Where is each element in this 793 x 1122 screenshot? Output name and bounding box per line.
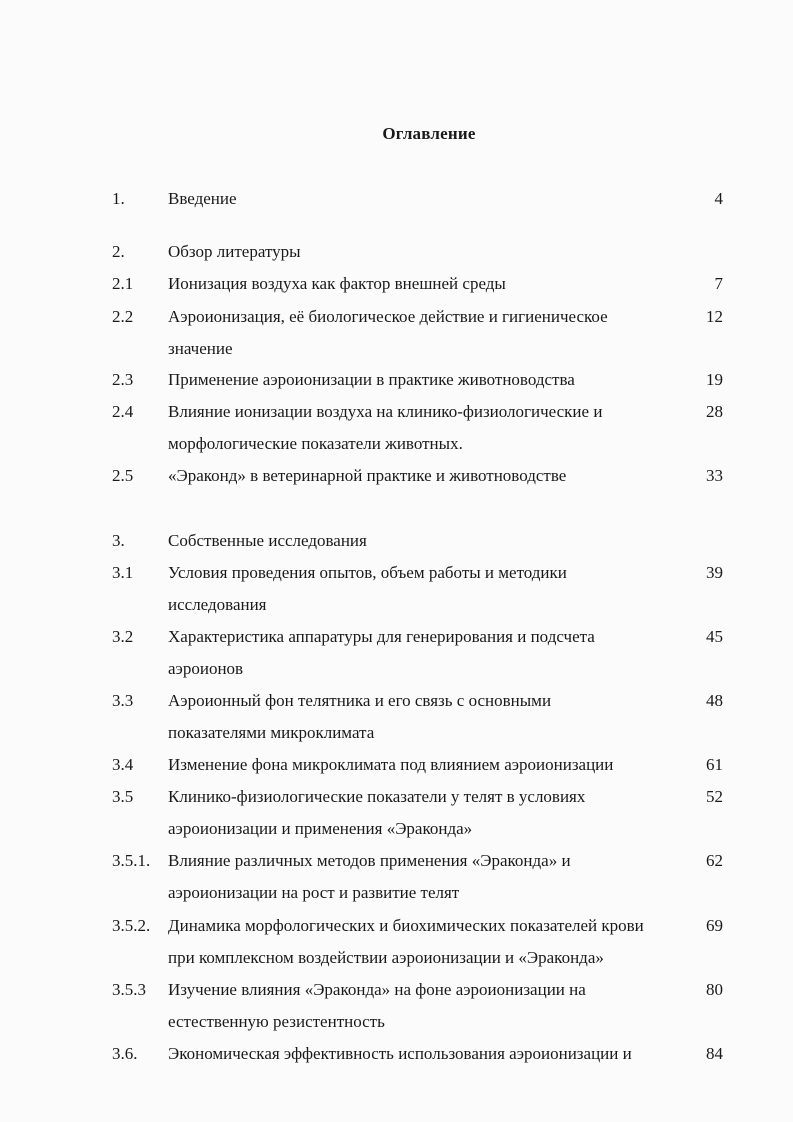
toc-entry-page-number: 7 — [714, 274, 723, 293]
toc-entry-title — [168, 685, 688, 749]
toc-entry-title — [168, 781, 688, 845]
toc-entry-page-number: 39 — [706, 563, 723, 582]
toc-entry-title-line: Обзор литературы — [168, 242, 301, 261]
toc-entry-title — [168, 845, 688, 909]
toc-entry-title — [168, 974, 688, 1038]
toc-entry-page-number: 52 — [706, 787, 723, 806]
toc-entry-title-line: Характеристика аппаратуры для генерирования и подсчета — [168, 627, 595, 646]
toc-entry-number: 3.5.2. — [112, 916, 151, 935]
toc-entry-number: 2.2 — [112, 307, 134, 326]
toc-entry-page-number: 69 — [706, 916, 723, 935]
toc-entry-title-line: морфологические показатели животных. — [168, 434, 463, 453]
toc-entry-title — [168, 364, 688, 396]
toc-entry-title-line: Клинико-физиологические показатели у телят в условиях — [168, 787, 586, 806]
toc-entry-page-number: 48 — [706, 691, 723, 710]
toc-entry-title — [168, 396, 688, 460]
toc-entry-number: 2.5 — [112, 466, 134, 485]
toc-entry-title-line: исследования — [168, 595, 267, 614]
toc-entry-title-line: Экономическая эффективность использования аэроионизации и — [168, 1044, 632, 1063]
toc-entry-page-number: 4 — [714, 189, 723, 208]
toc-entry-page-number: 62 — [706, 851, 723, 870]
toc-entry-number: 2.4 — [112, 402, 134, 421]
toc-entry-page-number: 45 — [706, 627, 723, 646]
toc-entry-title — [168, 557, 688, 621]
toc-entry-title — [168, 749, 688, 781]
toc-entry-number: 2.3 — [112, 370, 134, 389]
toc-entry-number: 2.1 — [112, 274, 134, 293]
toc-entry-title-line: показателями микроклимата — [168, 723, 375, 742]
toc-entry-title-line: аэроионизации и применения «Эраконда» — [168, 819, 473, 838]
toc-entry-title-line: аэроионов — [168, 659, 244, 678]
toc-entry-page-number: 28 — [706, 402, 723, 421]
toc-entry-number: 3.5.1. — [112, 851, 151, 870]
toc-entry-title — [168, 460, 688, 492]
toc-entry-title-line: естественную резистентность — [168, 1012, 385, 1031]
toc-entry-title-line: Влияние ионизации воздуха на клинико-физиологические и — [168, 402, 603, 421]
toc-entry-title-line: Изменение фона микроклимата под влиянием аэроионизации — [168, 755, 614, 774]
toc-entry-title — [168, 910, 688, 974]
toc-entry-title-line: Влияние различных методов применения «Эраконда» и — [168, 851, 571, 870]
toc-entry-title-line: значение — [168, 339, 233, 358]
page-title: Оглавление — [382, 124, 476, 143]
toc-entry-number: 3.6. — [112, 1044, 138, 1063]
toc-entry-title-line: Применение аэроионизации в практике животноводства — [168, 370, 575, 389]
toc-entry-title-line: Введение — [168, 189, 237, 208]
toc-entry-page-number: 80 — [706, 980, 723, 999]
toc-entry-number: 2. — [112, 242, 125, 261]
toc-entry-title-line: Аэроионный фон телятника и его связь с основными — [168, 691, 552, 710]
toc-entry-page-number: 33 — [706, 466, 723, 485]
toc-entry-title-line: при комплексном воздействии аэроионизации и «Эраконда» — [168, 948, 604, 967]
toc-entry-title-line: Ионизация воздуха как фактор внешней среды — [168, 274, 506, 293]
toc-entry-title — [168, 183, 688, 215]
toc-entry-page-number: 61 — [706, 755, 723, 774]
toc-entry-page-number: 84 — [706, 1044, 723, 1063]
toc-entry-title — [168, 268, 688, 300]
toc-entry-title-line: Аэроионизация, её биологическое действие и гигиеническое — [168, 307, 608, 326]
toc-entry-title — [168, 301, 688, 365]
toc-entry-title-line: Изучение влияния «Эраконда» на фоне аэроионизации на — [168, 980, 586, 999]
toc-entry-title-line: «Эраконд» в ветеринарной практике и животноводстве — [168, 466, 567, 485]
toc-entry-number: 3. — [112, 531, 125, 550]
toc-entry-title-line: Собственные исследования — [168, 531, 367, 550]
toc-entry-number: 3.4 — [112, 755, 134, 774]
toc-entry-title-line: аэроионизации на рост и развитие телят — [168, 883, 460, 902]
toc-entry-number: 3.2 — [112, 627, 134, 646]
toc-entry-number: 3.3 — [112, 691, 134, 710]
toc-entry-number: 3.5 — [112, 787, 134, 806]
toc-entry-number: 3.5.3 — [112, 980, 146, 999]
toc-entry-title-line: Динамика морфологических и биохимических показателей крови — [168, 916, 644, 935]
toc-entry-number: 1. — [112, 189, 125, 208]
toc-entry-title — [168, 1038, 688, 1070]
toc-entry-title — [168, 621, 688, 685]
toc-entry-page-number: 12 — [706, 307, 723, 326]
toc-entry-page-number: 19 — [706, 370, 723, 389]
toc-entry-title-line: Условия проведения опытов, объем работы и методики — [168, 563, 567, 582]
toc-entry-title — [168, 525, 688, 557]
toc-entry-number: 3.1 — [112, 563, 134, 582]
toc-entry-title — [168, 236, 688, 268]
